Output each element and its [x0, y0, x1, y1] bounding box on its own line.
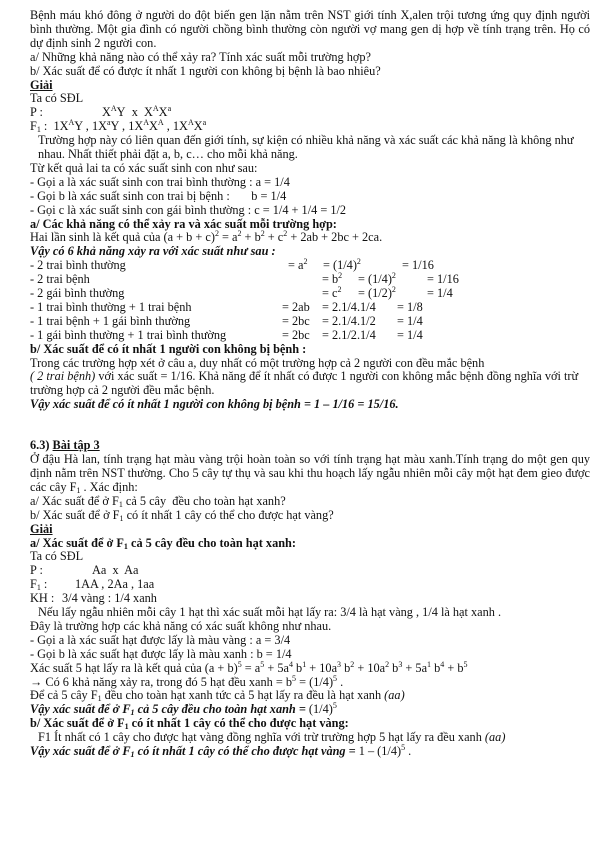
- case-row: [30, 287, 590, 301]
- p2-title-row: [30, 439, 590, 453]
- case-eq-render: = $c^2$: [322, 285, 342, 301]
- p1-def-b: - Gọi b là xác suất sinh con trai bị bệnh : b = 1/4: [30, 188, 287, 203]
- p1-six-cases: Vậy có 6 khả năng xảy ra với xác suất như sau :: [30, 244, 276, 259]
- document-page: [30, 9, 590, 759]
- p1-f1-row: [30, 120, 590, 134]
- case-eq: = 2bc: [282, 327, 310, 342]
- p1-part-b-text: Trong các trường hợp xét ở câu a, duy nhất có một trường hợp cả 2 người con đều mắc bệnh: [30, 355, 485, 370]
- p2-random: Nếu lấy ngẫu nhiên mỗi cây 1 hạt thì xác suất mỗi hạt lấy ra: 3/4 là hạt vàng , 1/4 là hạt xanh .: [38, 604, 502, 619]
- case-eq-render: = $a^2$: [288, 257, 308, 273]
- p2-intro: Ở đậu Hà lan, tính trạng hạt màu vàng trội hoàn toàn so với tính trạng hạt màu xanh.Tính trạng do một gen quy định nằm trên NST thường. Cho 5 cây tự thụ và sau khi thu hoạch lấy ngẫu nhiên mỗi cây một hạt đem gieo được các cây $F_1$ . Xác định:: [30, 452, 590, 495]
- p1-part-b-italic: ( 2 trai bệnh): [30, 369, 96, 384]
- p1-case-text: Trường hợp này có liên quan đến giới tính, sự kiện có nhiều khả năng và xác suất các khả năng là không như nhau. Nhất thiết phải đặt a, b, c… cho mỗi khả năng.: [38, 133, 574, 162]
- p2-f1-row: [30, 578, 590, 592]
- p1-intro: Bệnh máu khó đông ở người do đột biến gen lặn nằm trên NST giới tính X,alen trội tương ứng quy định người bình thường. Một gia đình có người chồng bình thường còn người vợ mang gen dị hợp về tính trạng trên. Họ có dự định sinh 2 người con.: [30, 8, 590, 50]
- case-eq: = 2bc: [282, 313, 310, 328]
- p2-result-b: Vậy xác suất để ở $F_1$ có ít nhất 1 cây có thể cho được hạt vàng = $1 - (1/4)^5$ .: [30, 743, 412, 760]
- case-val: = 2.1/2.1/4: [322, 327, 376, 342]
- p2-all-green: Để cả 5 cây $F_1$ đều cho toàn hạt xanh tức cả 5 hạt lấy ra đều là hạt xanh (aa): [30, 688, 405, 704]
- p1-part-b-heading: b/ Xác suất để có ít nhất 1 người con không bị bệnh :: [30, 341, 307, 356]
- case-res: = 1/16: [427, 272, 459, 287]
- case-row: [30, 315, 590, 329]
- case-label: - 2 trai bình thường: [30, 258, 126, 273]
- p1-two-births: Hai lần sinh là kết quả của $(a + b + c)^2 = a^2 + b^2 + c^2 + 2ab + 2bc + 2ca$.: [30, 229, 383, 245]
- case-res: = 1/4: [427, 286, 453, 301]
- p2-part-b-heading: b/ Xác suất để ở $F_1$ có ít nhất 1 cây có thể cho được hạt vàng:: [30, 716, 349, 732]
- case-val-render: = $(1/2)^2$: [358, 285, 396, 301]
- p2-question-b: b/ Xác suất để ở $F_1$ có ít nhất 1 cây có thể cho được hạt vàng?: [30, 507, 334, 523]
- p2-def-a: - Gọi a là xác suất hạt được lấy là màu vàng : a = 3/4: [30, 632, 291, 647]
- p1-p-label: P :: [30, 105, 43, 120]
- p2-five-seeds: Xác suất 5 hạt lấy ra là kết quả của $(a + b)^5 = a^5 + 5a^4$ $b^1 + 10a^3$ $b^2 + 10a^2$ $b^3 + 5a^1$ $b^4 + b^5$: [30, 659, 468, 675]
- case-res: = 1/4: [397, 313, 423, 328]
- p1-sdl: Ta có SĐL: [30, 91, 84, 106]
- case-row: [30, 301, 590, 315]
- p2-six-cases: → Có 6 khả năng xảy ra, trong đó 5 hạt đều xanh = $b^5 = (1/4)^5$ .: [30, 673, 344, 689]
- p1-part-b-result: Vậy xác suất để có ít nhất 1 người con không bị bệnh = 1 – 1/16 = 15/16.: [30, 397, 399, 412]
- case-label: - 2 gái bình thường: [30, 286, 125, 301]
- p2-part-b-text: F1 Ít nhất có 1 cây cho được hạt vàng đồng nghĩa với trừ trường hợp 5 hạt lấy ra đều xanh (aa): [38, 730, 506, 745]
- p2-p-cross: Aa x Aa: [92, 563, 139, 578]
- case-val: = 2.1/4.1/4: [322, 299, 376, 314]
- p1-part-b-para: [30, 370, 590, 398]
- p1-part-b-text2: với xác suất = 1/16. Khả năng để ít nhất có được 1 người con không mắc bệnh đồng nghĩa với trừ trường hợp cả 2 người đều mắc bệnh.: [30, 369, 579, 398]
- p2-sdl: Ta có SĐL: [30, 549, 84, 564]
- case-row: [30, 329, 590, 343]
- p1-solution-heading: Giải: [30, 77, 53, 92]
- p2-kh-line: 3/4 vàng : 1/4 xanh: [62, 591, 157, 606]
- p2-f1-line: 1AA , 2Aa , 1aa: [75, 577, 155, 592]
- p2-title: Bài tập 3: [52, 438, 100, 453]
- p1-part-a-heading: a/ Các khả năng có thể xảy ra và xác suất mỗi trường hợp:: [30, 216, 337, 231]
- case-label: - 1 trai bình thường + 1 trai bệnh: [30, 299, 192, 314]
- case-eq: = 2ab: [282, 299, 310, 314]
- p2-p-label: P :: [30, 563, 43, 578]
- case-res: = 1/8: [397, 299, 423, 314]
- p1-def-c: - Gọi c là xác suất sinh con gái bình thường : c = 1/4 + 1/4 = 1/2: [30, 202, 347, 217]
- p2-kh-row: [30, 592, 590, 606]
- p2-solution-heading: Giải: [30, 521, 53, 536]
- p2-unequal: Đây là trường hợp các khả năng có xác suất không như nhau.: [30, 618, 332, 633]
- p1-from-result: Từ kết quả lai ta có xác suất sinh con như sau:: [30, 160, 258, 175]
- p2-f1-label-render: $F_1$ :: [30, 577, 48, 593]
- p1-cases-table: [30, 259, 590, 342]
- p2-number: 6.3): [30, 438, 50, 453]
- case-val: = 2.1/4.1/2: [322, 313, 376, 328]
- p2-def-b: - Gọi b là xác suất hạt được lấy là màu xanh : b = 1/4: [30, 646, 292, 661]
- case-label: - 1 trai bệnh + 1 gái bình thường: [30, 313, 191, 328]
- p1-question-b: b/ Xác suất để có được ít nhất 1 người con không bị bệnh là bao nhiêu?: [30, 63, 381, 78]
- case-row: [30, 273, 590, 287]
- case-row: [30, 259, 590, 273]
- case-res: = 1/16: [402, 258, 434, 273]
- p2-kh-label: KH :: [30, 591, 55, 606]
- p2-part-a-heading: a/ Xác suất để ở $F_1$ cả 5 cây đều cho toàn hạt xanh:: [30, 535, 296, 551]
- p1-p-cross-render: $X^AY$ x $X^AX^a$: [102, 104, 172, 120]
- case-label: - 2 trai bệnh: [30, 272, 90, 287]
- p2-p-row: [30, 564, 590, 578]
- p1-f1-render: $F_1$ : $1X^AY$ , $1X^aY$ , $1X^AX^A$ , $1X^AX^a$: [30, 118, 207, 135]
- p1-question-a: a/ Những khả năng nào có thể xảy ra? Tính xác suất mỗi trường hợp?: [30, 49, 371, 64]
- case-label: - 1 gái bình thường + 1 trai bình thường: [30, 327, 227, 342]
- case-eq-render: = $b^2$: [322, 271, 343, 287]
- case-res: = 1/4: [397, 327, 423, 342]
- p2-result-a: Vậy xác suất để ở $F_1$ cả 5 cây đều cho toàn hạt xanh = $(1/4)^5$: [30, 701, 337, 718]
- p1-def-a: - Gọi a là xác suất sinh con trai bình thường : a = 1/4: [30, 174, 290, 189]
- p2-question-a: a/ Xác suất để ở $F_1$ cả 5 cây đều cho toàn hạt xanh?: [30, 493, 286, 509]
- case-val-render: = $(1/4)^2$: [358, 271, 396, 287]
- case-val-render: = $(1/4)^2$: [323, 257, 361, 273]
